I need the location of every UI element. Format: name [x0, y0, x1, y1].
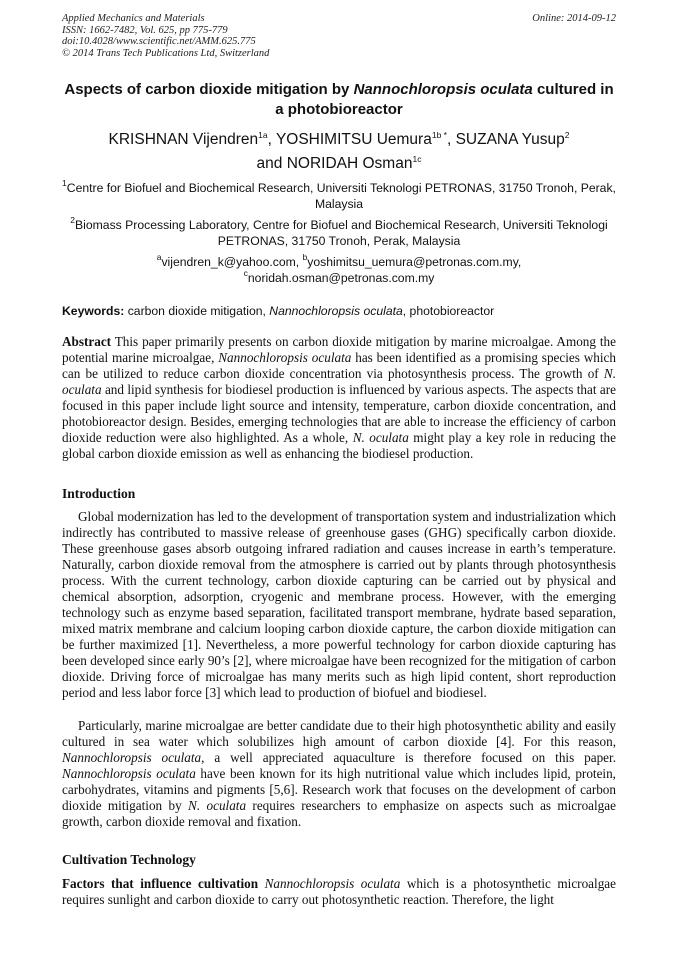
author-emails: $^a$vijendren_k@yahoo.com, $^b$yoshimitsu_uemura@petronas.com.my, $^c$noridah.osman@petronas.com.my: [156, 252, 522, 285]
keywords: Keywords: carbon dioxide mitigation, Nannochloropsis oculata, photobioreactor: [62, 304, 495, 318]
journal-header: [62, 13, 616, 59]
author-name: NORIDAH Osman: [286, 155, 413, 172]
abstract: Abstract This paper primarily presents on carbon dioxide mitigation by marine microalgae. Among the potential marine microalgae, Nannochloropsis oculata has been identified as a promising species which can be utilized to reduce carbon dioxide concentration via photosynthesis process. The growth of N. oculata and lipid synthesis for biodiesel production is influenced by various aspects. The aspects that are focused in this paper include light source and intensity, temperature, carbon dioxide concentration, and photobioreactor design. Besides, emerging technologies that are able to increase the efficiency of carbon dioxide reduction were also highlighted. As a whole, N. oculata might play a key role in reducing the global carbon dioxide emission as well as enhancing the biodiesel production.: [62, 334, 616, 461]
keywords-label: Keywords:: [62, 304, 125, 318]
affiliation-2: $^2$Biomass Processing Laboratory, Centre for Biofuel and Biochemical Research, Universiti Teknologi PETRONAS, 31750 Tronoh, Perak, Malaysia: [70, 215, 608, 248]
section-heading-cultivation: Cultivation Technology: [62, 852, 196, 867]
author-name: SUZANA Yusup: [455, 131, 565, 148]
subsection-heading: Factors that influence cultivation: [62, 876, 259, 891]
intro-paragraph-1: Global modernization has led to the development of transportation system and industrialization which indirectly has contributed to massive release of greenhouse gases (GHG) specifically carbon dioxide. These greenhouse gases absorb outgoing infrared radiation and causes increase in earth’s temperature. Naturally, carbon dioxide removal from the atmosphere is carried out by plants through photosynthesis process. With the current technology, carbon dioxide capturing can be carried out by physical and chemical absorption, adsorption, cryogenic and membrane process. However, with the emerging technology such as enzyme based separation, facilitated transport membrane, hydrate based separation, mixed matrix membrane and calcium looping carbon dioxide capture, the carbon dioxide mitigation can be further maximized [1]. Nevertheless, a more powerful technology for carbon dioxide capturing has been developed since early 90’s [2], where microalgae have been recognized for the mitigation of carbon dioxide. Driving force of microalgae has many merits such as high lipid content, short reproduction period and less labor force [3] which lead to production of biofuel and biodiesel.: [62, 509, 616, 700]
email-link[interactable]: vijendren_k@yahoo.com,: [161, 255, 303, 269]
journal-name: Applied Mechanics and Materials: [62, 13, 205, 24]
author-name: YOSHIMITSU Uemura: [275, 131, 432, 148]
cultivation-paragraph: Factors that influence cultivation Nannochloropsis oculata which is a photosynthetic microalgae requires sunlight and carbon dioxide to carry out photosynthetic reaction. Therefore, the light: [62, 876, 616, 907]
section-heading-introduction: Introduction: [62, 486, 136, 501]
email-link[interactable]: noridah.osman@petronas.com.my: [247, 270, 435, 285]
journal-copyright: © 2014 Trans Tech Publications Ltd, Switzerland: [62, 47, 270, 59]
journal-doi: doi:10.4028/www.scientific.net/AMM.625.775: [62, 36, 256, 48]
paper-title: Aspects of carbon dioxide mitigation by Nannochloropsis oculata cultured in a photobioreactor: [64, 81, 614, 118]
abstract-label: Abstract: [62, 334, 112, 349]
intro-paragraph-2: Particularly, marine microalgae are better candidate due to their high photosynthetic ability and easily cultured in sea water which solubilizes high amount of carbon dioxide [4]. For this reason, Nannochloropsis oculata, a well appreciated aquaculture is therefore focused on this paper. Nannochloropsis oculata have been known for its high nutritional value which includes lipid, protein, carbohydrates, vitamins and pigments [5,6]. Research work that focuses on the development of carbon dioxide mitigation by N. oculata requires researchers to emphasize on aspects such as microalgae growth, carbon dioxide removal and fixation.: [62, 718, 616, 829]
affiliation-1: $^1$Centre for Biofuel and Biochemical Research, Universiti Teknologi PETRONAS, 31750 Tronoh, Perak, Malaysia: [62, 178, 616, 211]
online-date: Online: 2014-09-12: [532, 13, 616, 24]
journal-issn: ISSN: 1662-7482, Vol. 625, pp 775-779: [62, 24, 228, 36]
author-name: KRISHNAN Vijendren: [108, 131, 259, 148]
author-list: KRISHNAN Vijendren$^{1a}$, YOSHIMITSU Uemura$^{1b *}$, SUZANA Yusup$^2$ and NORIDAH Osman$^{1c}$: [108, 130, 570, 172]
email-link[interactable]: yoshimitsu_uemura@petronas.com.my,: [307, 255, 522, 269]
